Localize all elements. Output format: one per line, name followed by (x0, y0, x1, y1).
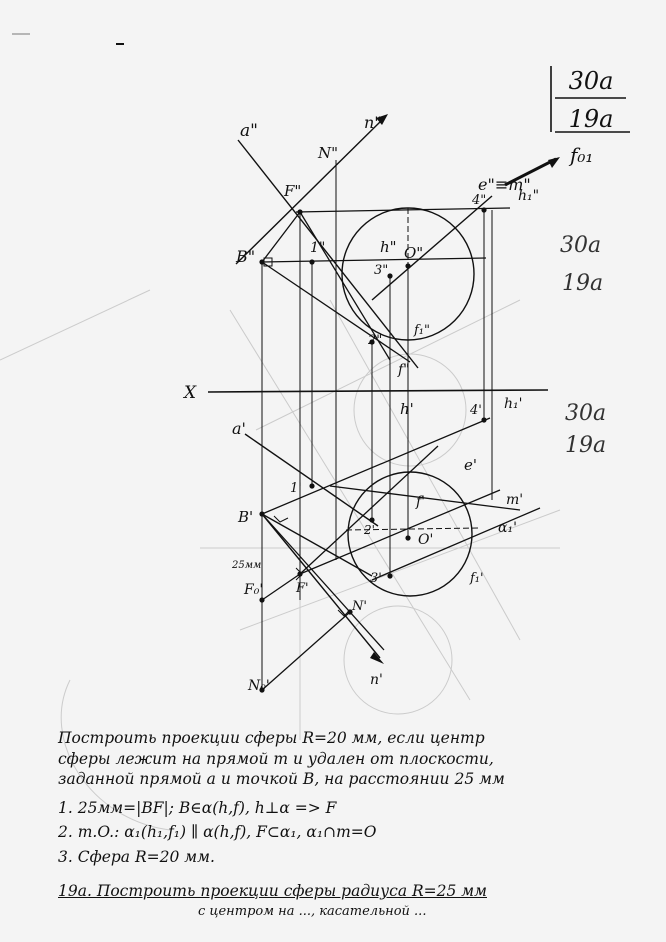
label-f-direction: f₀₁ (570, 143, 594, 167)
label-1-frontal: 1" (310, 240, 326, 256)
label-N-frontal: N" (318, 144, 339, 162)
label-O-horizontal: O' (418, 532, 434, 548)
label-f1-horizontal: f₁' (470, 571, 484, 586)
label-3-frontal: 3" (374, 263, 389, 278)
label-dim-25mm: 25мм (232, 560, 262, 571)
label-N-horizontal: N' (352, 599, 367, 614)
badge-frame (551, 66, 630, 132)
label-1-horizontal: 1' (290, 481, 302, 496)
next-task-line: 19а. Построить проекции сферы радиуса R=25 мм (58, 882, 487, 900)
label-h1-horizontal: h₁' (504, 396, 523, 412)
label-n-horizontal: n' (370, 672, 383, 688)
label-axis-x: X (184, 383, 197, 403)
label-f-horizontal: f' (416, 494, 426, 510)
label-e-horizontal: e' (464, 456, 478, 474)
label-a-horizontal: a' (232, 419, 246, 438)
label-3-horizontal: 3' (370, 571, 382, 586)
label-h-frontal: h" (380, 238, 397, 256)
label-F-frontal: F" (284, 182, 302, 200)
task-line-2: сферы лежит на прямой m и удален от плоскости, (58, 749, 494, 768)
projection-axis-x (208, 390, 548, 392)
label-f1-frontal: f₁" (414, 323, 431, 338)
svg-text:19a: 19a (562, 271, 604, 296)
segment-F0-F (262, 574, 300, 600)
label-4-horizontal: 4' (470, 403, 482, 418)
svg-text:30a: 30a (560, 233, 602, 258)
next-task-line-2: с центром на ..., касательной ... (198, 903, 427, 919)
label-alpha1-horizontal: α₁' (498, 520, 517, 536)
label-4-frontal: 4" (472, 193, 487, 208)
label-2-horizontal: 2' (364, 523, 375, 537)
variant-number-badge: 19a (568, 105, 614, 133)
task-line-3: заданной прямой a и точкой B, на расстоянии 25 мм (58, 770, 505, 788)
svg-text:30a: 30a (565, 401, 607, 426)
label-B-frontal: B" (236, 247, 256, 266)
task-statement (58, 728, 658, 922)
solution-step-2: 2. т.O.: α₁(h₁,f₁) ∥ α(h,f), F⊂α₁, α₁∩m=O (58, 823, 377, 841)
svg-text:19a: 19a (565, 433, 607, 458)
label-O-frontal: O" (404, 244, 424, 262)
label-F-horizontal: F' (296, 581, 309, 596)
task-line-1: Построить проекции сферы R=20 мм, если центр (58, 729, 485, 747)
label-a-frontal: a" (240, 121, 258, 141)
label-N0: N₀' (248, 678, 270, 694)
label-h1-frontal: h₁" (518, 188, 540, 204)
task-number-badge: 30a (568, 67, 614, 95)
line-h-frontal (262, 258, 486, 262)
label-f-frontal: f" (398, 362, 410, 378)
label-n-frontal: n" (364, 113, 382, 132)
label-B-horizontal: B' (238, 508, 254, 526)
solution-step-3: 3. Сфера R=20 мм. (58, 847, 215, 866)
label-e-m-frontal: e"≡m" (478, 175, 531, 194)
label-h-horizontal: h' (400, 400, 414, 418)
label-m-horizontal: m' (506, 492, 524, 508)
label-F0: F₀' (244, 582, 264, 598)
solution-step-1: 1. 25мм=|BF|; B∈α(h,f), h⊥α => F (58, 798, 337, 817)
label-2-frontal: 2" (368, 333, 383, 348)
segment-N0-N (262, 612, 350, 690)
construction-points (259, 207, 486, 692)
